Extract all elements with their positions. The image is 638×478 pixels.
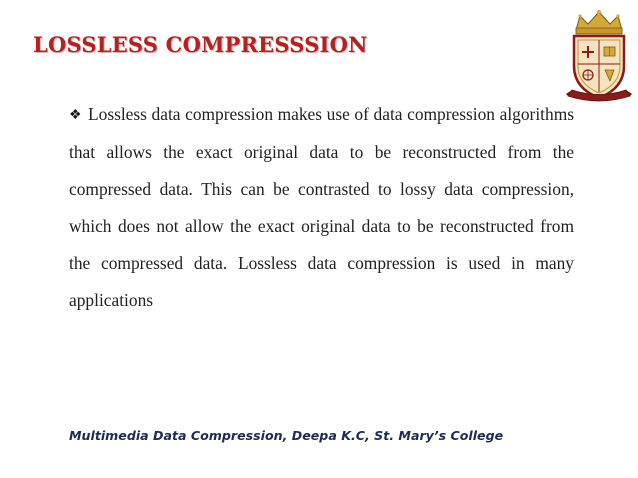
slide-title: LOSSLESS COMPRESSSION [33, 32, 368, 57]
diamond-bullet-icon: ❖ [69, 108, 82, 123]
college-crest-icon [566, 8, 632, 106]
bullet-text: Lossless data compression makes use of data compression algorithms that allows the exact original data to be reconstructed from the compressed data. This can be contrasted to lossy data compression, which does not allow the exact original data to be reconstructed from the compressed data. Lossless data compression is used in many applications [69, 104, 574, 310]
slide-footer: Multimedia Data Compression, Deepa K.C, St. Mary’s College [69, 428, 504, 443]
bullet-paragraph [69, 96, 574, 319]
